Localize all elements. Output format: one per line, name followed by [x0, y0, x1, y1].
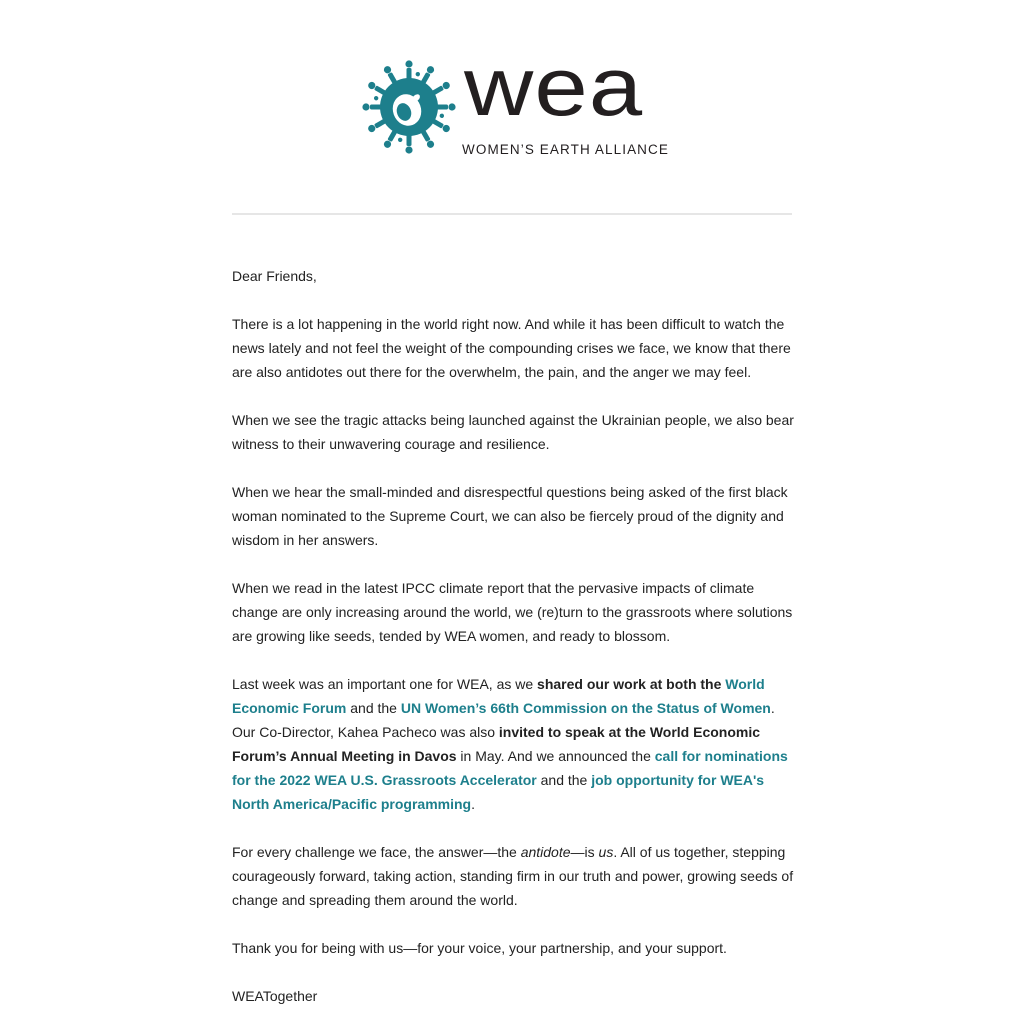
paragraph-2: When we see the tragic attacks being launched against the Ukrainian people, we also bear witness to their unwavering courage and resilience.	[232, 412, 794, 452]
hashtag: WEATogether	[232, 988, 318, 1004]
accelerator-nominations-link[interactable]: call for nominations for the 2022 WEA U.S. Grassroots Accelerator	[232, 748, 788, 788]
p5-bold: shared our work at both the	[537, 676, 722, 692]
paragraph-7: Thank you for being with us—for your voice, your partnership, and your support.	[232, 940, 727, 956]
paragraph-1: There is a lot happening in the world right now. And while it has been difficult to watch the news lately and not feel the weight of the compounding crises we face, we know that there are also antidotes out there for the overwhelm, the pain, and the anger we may feel.	[232, 316, 791, 380]
p5-text: .	[471, 796, 475, 812]
p5-bold: invited to speak at the World Economic Forum’s Annual Meeting in Davos	[232, 724, 761, 764]
world-economic-forum-link[interactable]: World Economic Forum	[232, 676, 765, 716]
p6-italic: antidote	[520, 844, 571, 860]
p6-text: For every challenge we face, the answer—the	[232, 844, 521, 860]
p5-text: and the	[346, 700, 401, 716]
email-header	[0, 0, 1024, 214]
header-divider	[232, 213, 792, 215]
p5-text: Last week was an important one for WEA, as we	[232, 676, 538, 692]
p5-text: . Our Co-Director, Kahea Pacheco was also	[232, 700, 775, 740]
p6-text: —is	[570, 844, 599, 860]
job-opportunity-link[interactable]: job opportunity for WEA's North America/Pacific programming	[232, 772, 765, 812]
wea-tagline: WOMEN’S EARTH ALLIANCE	[462, 142, 669, 157]
paragraph-5	[232, 672, 794, 816]
sun-seed-emblem-icon	[356, 54, 466, 164]
p6-text: . All of us together, stepping courageously forward, taking action, standing firm in our truth and power, growing seeds of change and spreading them around the world.	[232, 844, 794, 908]
wea-logo[interactable]	[356, 40, 676, 164]
paragraph-6	[232, 840, 794, 912]
wea-wordmark: wea	[464, 40, 644, 133]
un-women-csw-link[interactable]: UN Women’s 66th Commission on the Status of Women	[400, 700, 771, 716]
p6-italic: us	[598, 844, 614, 860]
paragraph-4: When we read in the latest IPCC climate report that the pervasive impacts of climate change are only increasing around the world, we (re)turn to the grassroots where solutions are growing like seeds, tended by WEA women, and ready to blossom.	[232, 580, 793, 644]
paragraph-3: When we hear the small-minded and disrespectful questions being asked of the first black woman nominated to the Supreme Court, we can also be fiercely proud of the dignity and wisdom in her answers.	[232, 484, 788, 548]
p5-text: in May. And we announced the	[456, 748, 655, 764]
p5-text: and the	[536, 772, 592, 788]
letter-body	[232, 264, 794, 1032]
greeting: Dear Friends,	[232, 268, 317, 284]
